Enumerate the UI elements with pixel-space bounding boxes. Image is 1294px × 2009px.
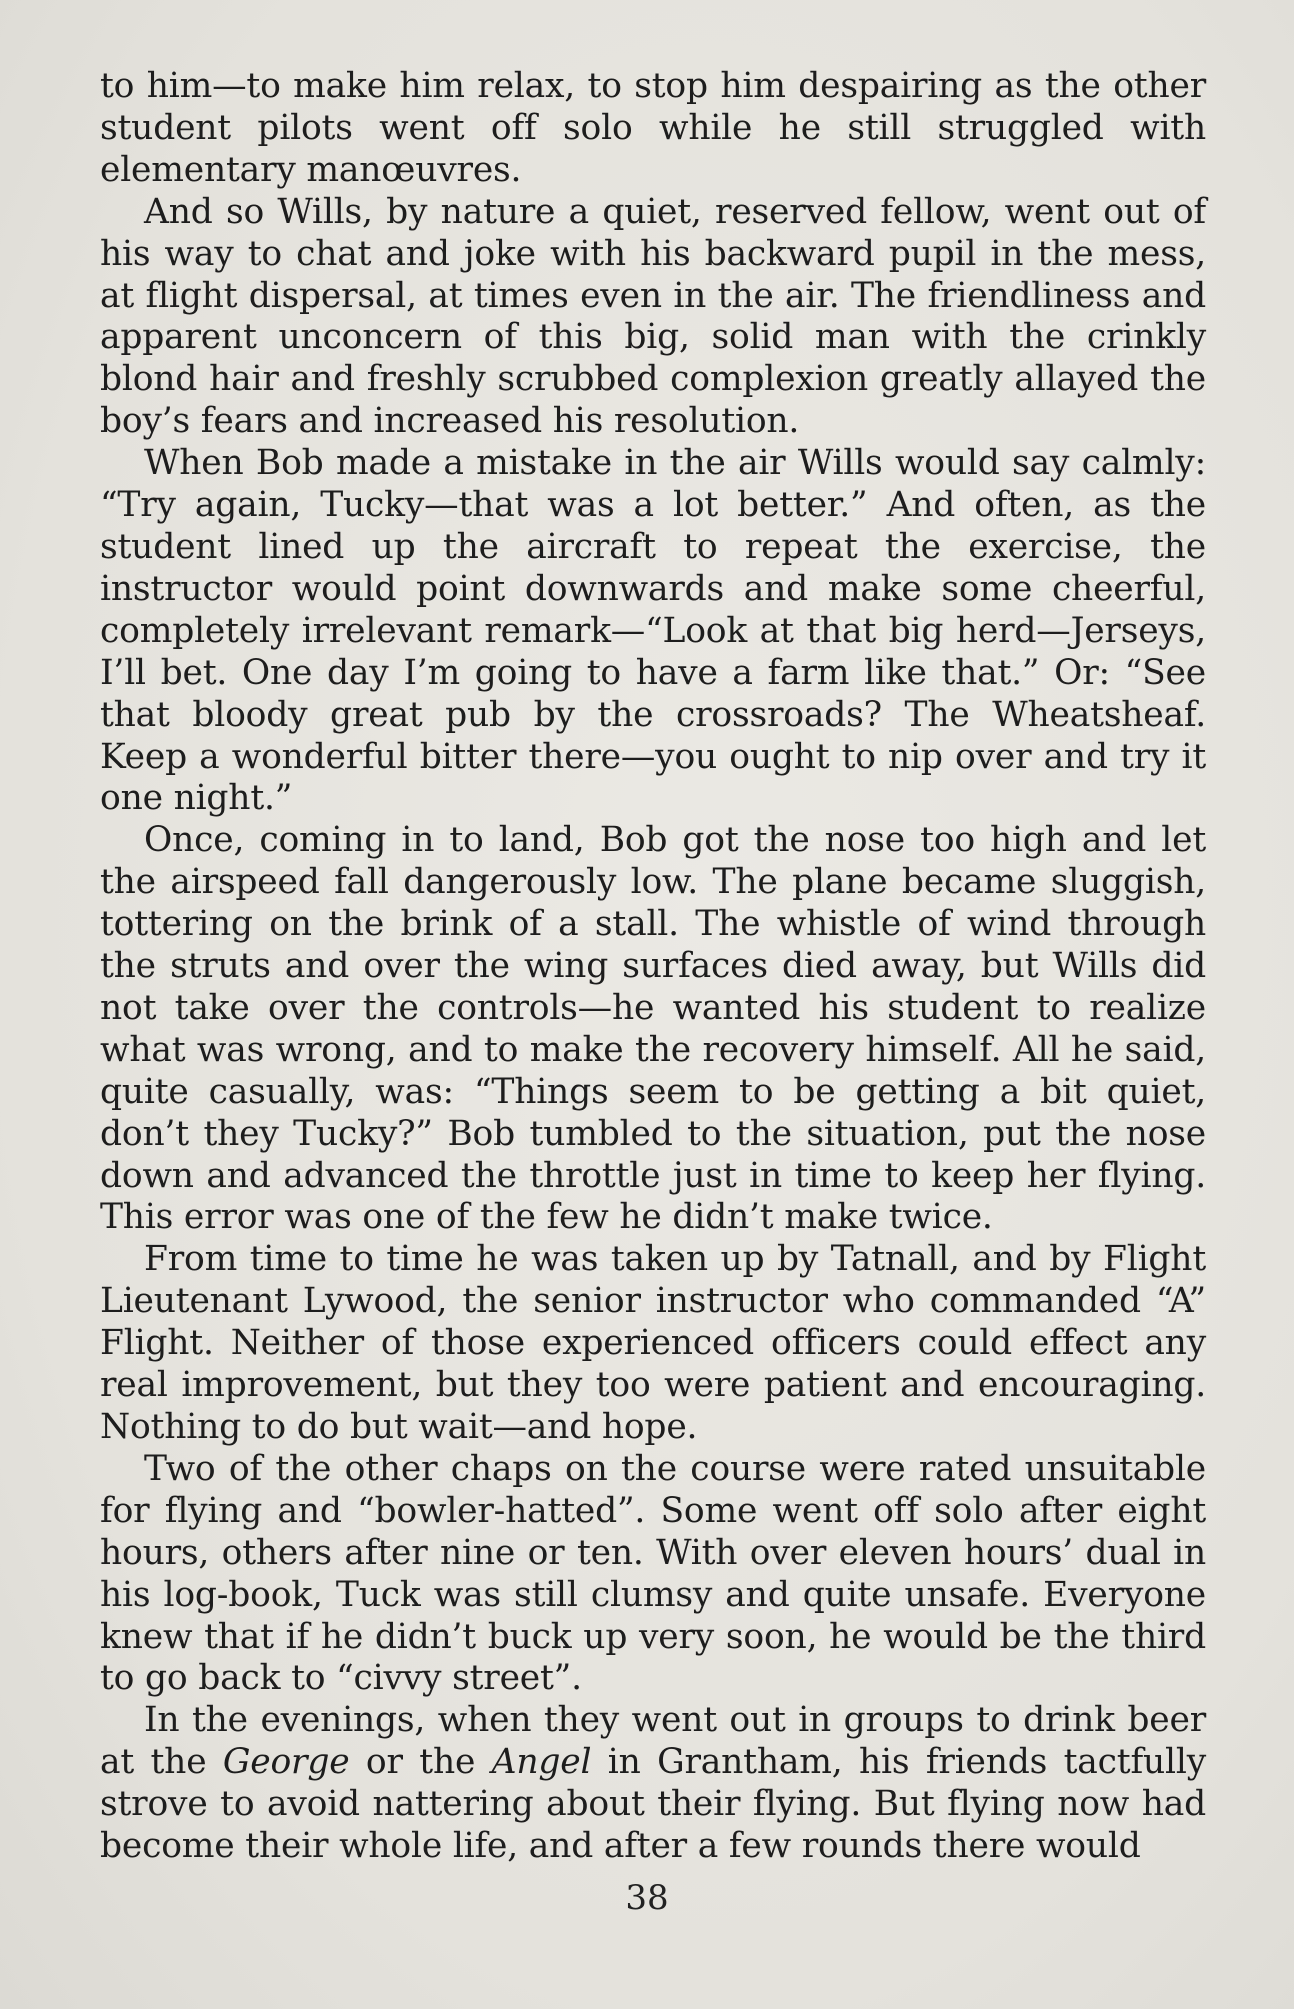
paragraph-7-text-a: In the evenings, when they went out in groups to drink beer at the [100,1700,1206,1783]
paragraph-5: From time to time he was taken up by Tatnall, and by Flight Lieutenant Lywood, the senior instructor who commanded “A” Flight. Neither of those experienced officers could effect any real improvement, but they too were patient and encouraging. Nothing to do but wait—and hope. [100,1239,1206,1447]
paragraph-7-text-c: in Grantham, his friends tactfully strove to avoid nattering about their flying. But flying now had become their whole life, and after a few rounds there would [100,1742,1206,1867]
page-number: 38 [625,1878,669,1918]
paragraph-7-text-b: or the [349,1742,492,1783]
paragraph-7 [100,1700,1206,1868]
paragraph-3: When Bob made a mistake in the air Wills would say calmly: “Try again, Tucky—that was a lot better.” And often, as the student lined up the aircraft to repeat the exercise, the instructor would point downwards and make some cheerful, completely irrelevant remark—“Look at that big herd—Jerseys, I’ll bet. One day I’m going to have a farm like that.” Or: “See that bloody great pub by the crossroads? The Wheatsheaf. Keep a wonderful bitter there—you ought to nip over and try it one night.” [100,443,1206,819]
pub-name-george: George [222,1742,350,1783]
pub-name-angel: Angel [491,1742,592,1783]
paragraph-6: Two of the other chaps on the course were rated unsuitable for flying and “bowler-hatted”. Some went off solo after eight hours, others after nine or ten. With over eleven hours’ dual in his log-book, Tuck was still clumsy and quite unsafe. Everyone knew that if he didn’t buck up very soon, he would be the third to go back to “civvy street”. [100,1448,1206,1699]
paragraph-1: to him—to make him relax, to stop him despairing as the other student pilots went off solo while he still struggled with elementary manœuvres. [100,66,1206,190]
body-text [100,66,1206,1868]
paragraph-4: Once, coming in to land, Bob got the nose too high and let the airspeed fall dangerously low. The plane became sluggish, tottering on the brink of a stall. The whistle of wind through the struts and over the wing surfaces died away, but Wills did not take over the controls—he wanted his student to realize what was wrong, and to make the recovery himself. All he said, quite casually, was: “Things seem to be getting a bit quiet, don’t they Tucky?” Bob tumbled to the situation, put the nose down and advanced the throttle just in time to keep her flying. This error was one of the few he didn’t make twice. [100,820,1206,1238]
paragraph-2: And so Wills, by nature a quiet, reserved fellow, went out of his way to chat and joke with his backward pupil in the mess, at flight dispersal, at times even in the air. The friendliness and apparent unconcern of this big, solid man with the crinkly blond hair and freshly scrubbed complexion greatly allayed the boy’s fears and increased his resolution. [100,191,1206,442]
